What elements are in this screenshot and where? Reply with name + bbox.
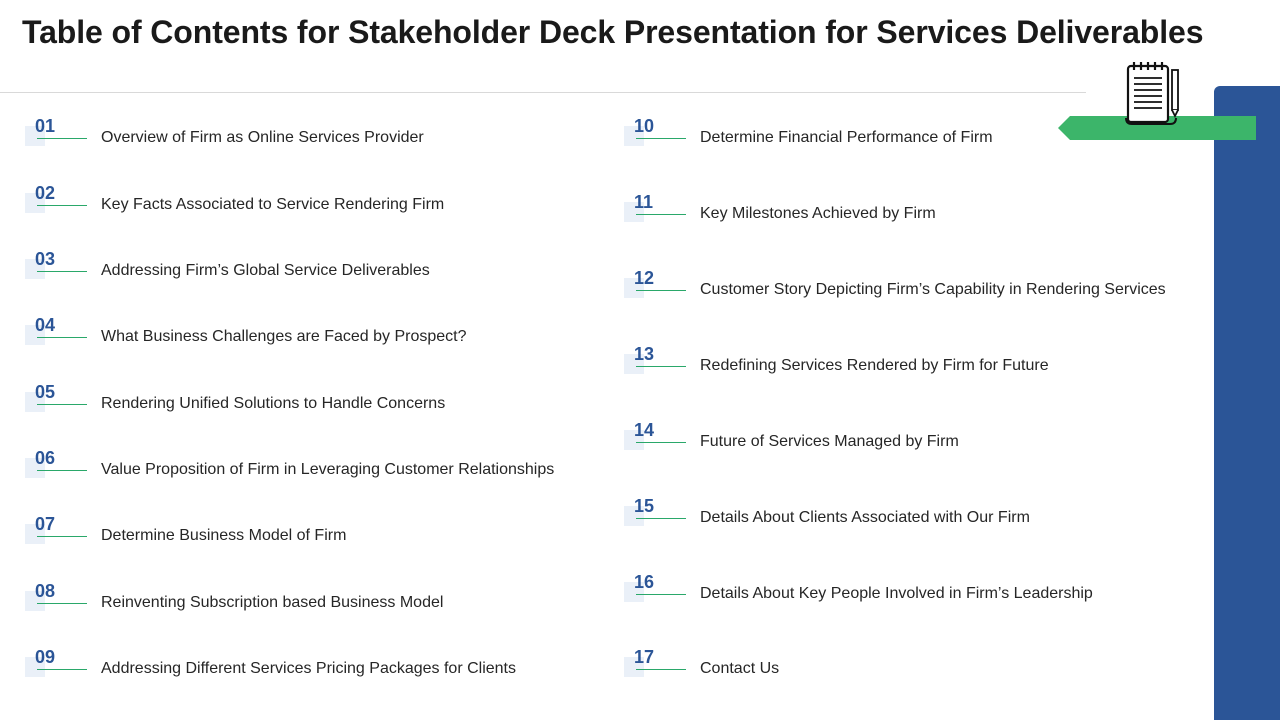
toc-item-underline (636, 442, 686, 443)
toc-item-number: 04 (35, 315, 56, 335)
toc-item-underline (636, 290, 686, 291)
toc-item[interactable] (624, 344, 1224, 384)
toc-item-number: 11 (634, 192, 654, 212)
toc-item-number: 01 (35, 116, 56, 136)
toc-item-label: Addressing Firm’s Global Service Deliverables (101, 262, 430, 279)
page-title: Table of Contents for Stakeholder Deck Presentation for Services Deliverables (22, 14, 1204, 50)
toc-item-underline (636, 366, 686, 367)
toc-item[interactable] (25, 116, 625, 156)
toc-item-label: Future of Services Managed by Firm (700, 433, 959, 450)
toc-item[interactable] (25, 315, 625, 355)
toc-item-label: Determine Business Model of Firm (101, 527, 347, 544)
toc-item-label: Contact Us (700, 660, 780, 677)
toc-item-underline (636, 138, 686, 139)
toc-item[interactable] (25, 581, 625, 621)
toc-item-number: 06 (35, 448, 56, 468)
toc-item-label: Customer Story Depicting Firm’s Capability in Rendering Services (700, 281, 1166, 298)
toc-item-underline (636, 669, 686, 670)
toc-item[interactable] (25, 183, 625, 223)
toc-item-underline (37, 669, 87, 670)
toc-item-underline (636, 518, 686, 519)
toc-item-number: 17 (634, 647, 655, 667)
toc-item[interactable] (624, 192, 1224, 232)
toc-item-underline (636, 594, 686, 595)
toc-item[interactable] (624, 116, 1224, 156)
toc-item-number: 08 (35, 581, 56, 601)
toc-item-underline (37, 603, 87, 604)
toc-item-number: 07 (35, 514, 56, 534)
toc-item-label: Rendering Unified Solutions to Handle Concerns (101, 395, 446, 412)
toc-item-label: What Business Challenges are Faced by Prospect? (101, 328, 467, 345)
toc-item[interactable] (624, 647, 1224, 687)
toc-item-underline (37, 271, 87, 272)
toc-item[interactable] (25, 647, 625, 687)
toc-item-label: Determine Financial Performance of Firm (700, 129, 993, 146)
toc-item-label: Key Milestones Achieved by Firm (700, 205, 936, 222)
toc-item-label: Overview of Firm as Online Services Provider (101, 129, 424, 146)
toc-item-label: Details About Clients Associated with Our Firm (700, 509, 1030, 526)
toc-item-label: Redefining Services Rendered by Firm for Future (700, 357, 1049, 374)
side-accent-panel (1214, 86, 1280, 720)
toc-item-number: 10 (634, 116, 655, 136)
toc-item-number: 15 (634, 496, 655, 516)
toc-item[interactable] (624, 268, 1224, 308)
toc-item-label: Addressing Different Services Pricing Packages for Clients (101, 660, 516, 677)
toc-item[interactable] (25, 448, 625, 488)
toc-item[interactable] (624, 420, 1224, 460)
toc-item-underline (37, 205, 87, 206)
toc-item-number: 02 (35, 183, 56, 203)
title-divider (0, 92, 1086, 93)
toc-item-number: 16 (634, 572, 655, 592)
toc-item-label: Value Proposition of Firm in Leveraging Customer Relationships (101, 461, 555, 478)
toc-item-underline (37, 404, 87, 405)
toc-item-underline (37, 470, 87, 471)
toc-item-number: 05 (35, 382, 56, 402)
toc-item-label: Details About Key People Involved in Firm’s Leadership (700, 585, 1093, 602)
toc-item-number: 12 (634, 268, 655, 288)
toc-item[interactable] (25, 249, 625, 289)
toc-item-label: Key Facts Associated to Service Rendering Firm (101, 196, 445, 213)
toc-item[interactable] (624, 572, 1224, 612)
toc-item-number: 09 (35, 647, 56, 667)
toc-item-underline (37, 138, 87, 139)
toc-item[interactable] (624, 496, 1224, 536)
toc-item[interactable] (25, 382, 625, 422)
toc-item-number: 14 (634, 420, 655, 440)
toc-item-underline (37, 536, 87, 537)
toc-item-number: 13 (634, 344, 655, 364)
toc-item-underline (37, 337, 87, 338)
toc-item[interactable] (25, 514, 625, 554)
toc-item-underline (636, 214, 686, 215)
toc-item-number: 03 (35, 249, 56, 269)
toc-item-label: Reinventing Subscription based Business Model (101, 594, 444, 611)
